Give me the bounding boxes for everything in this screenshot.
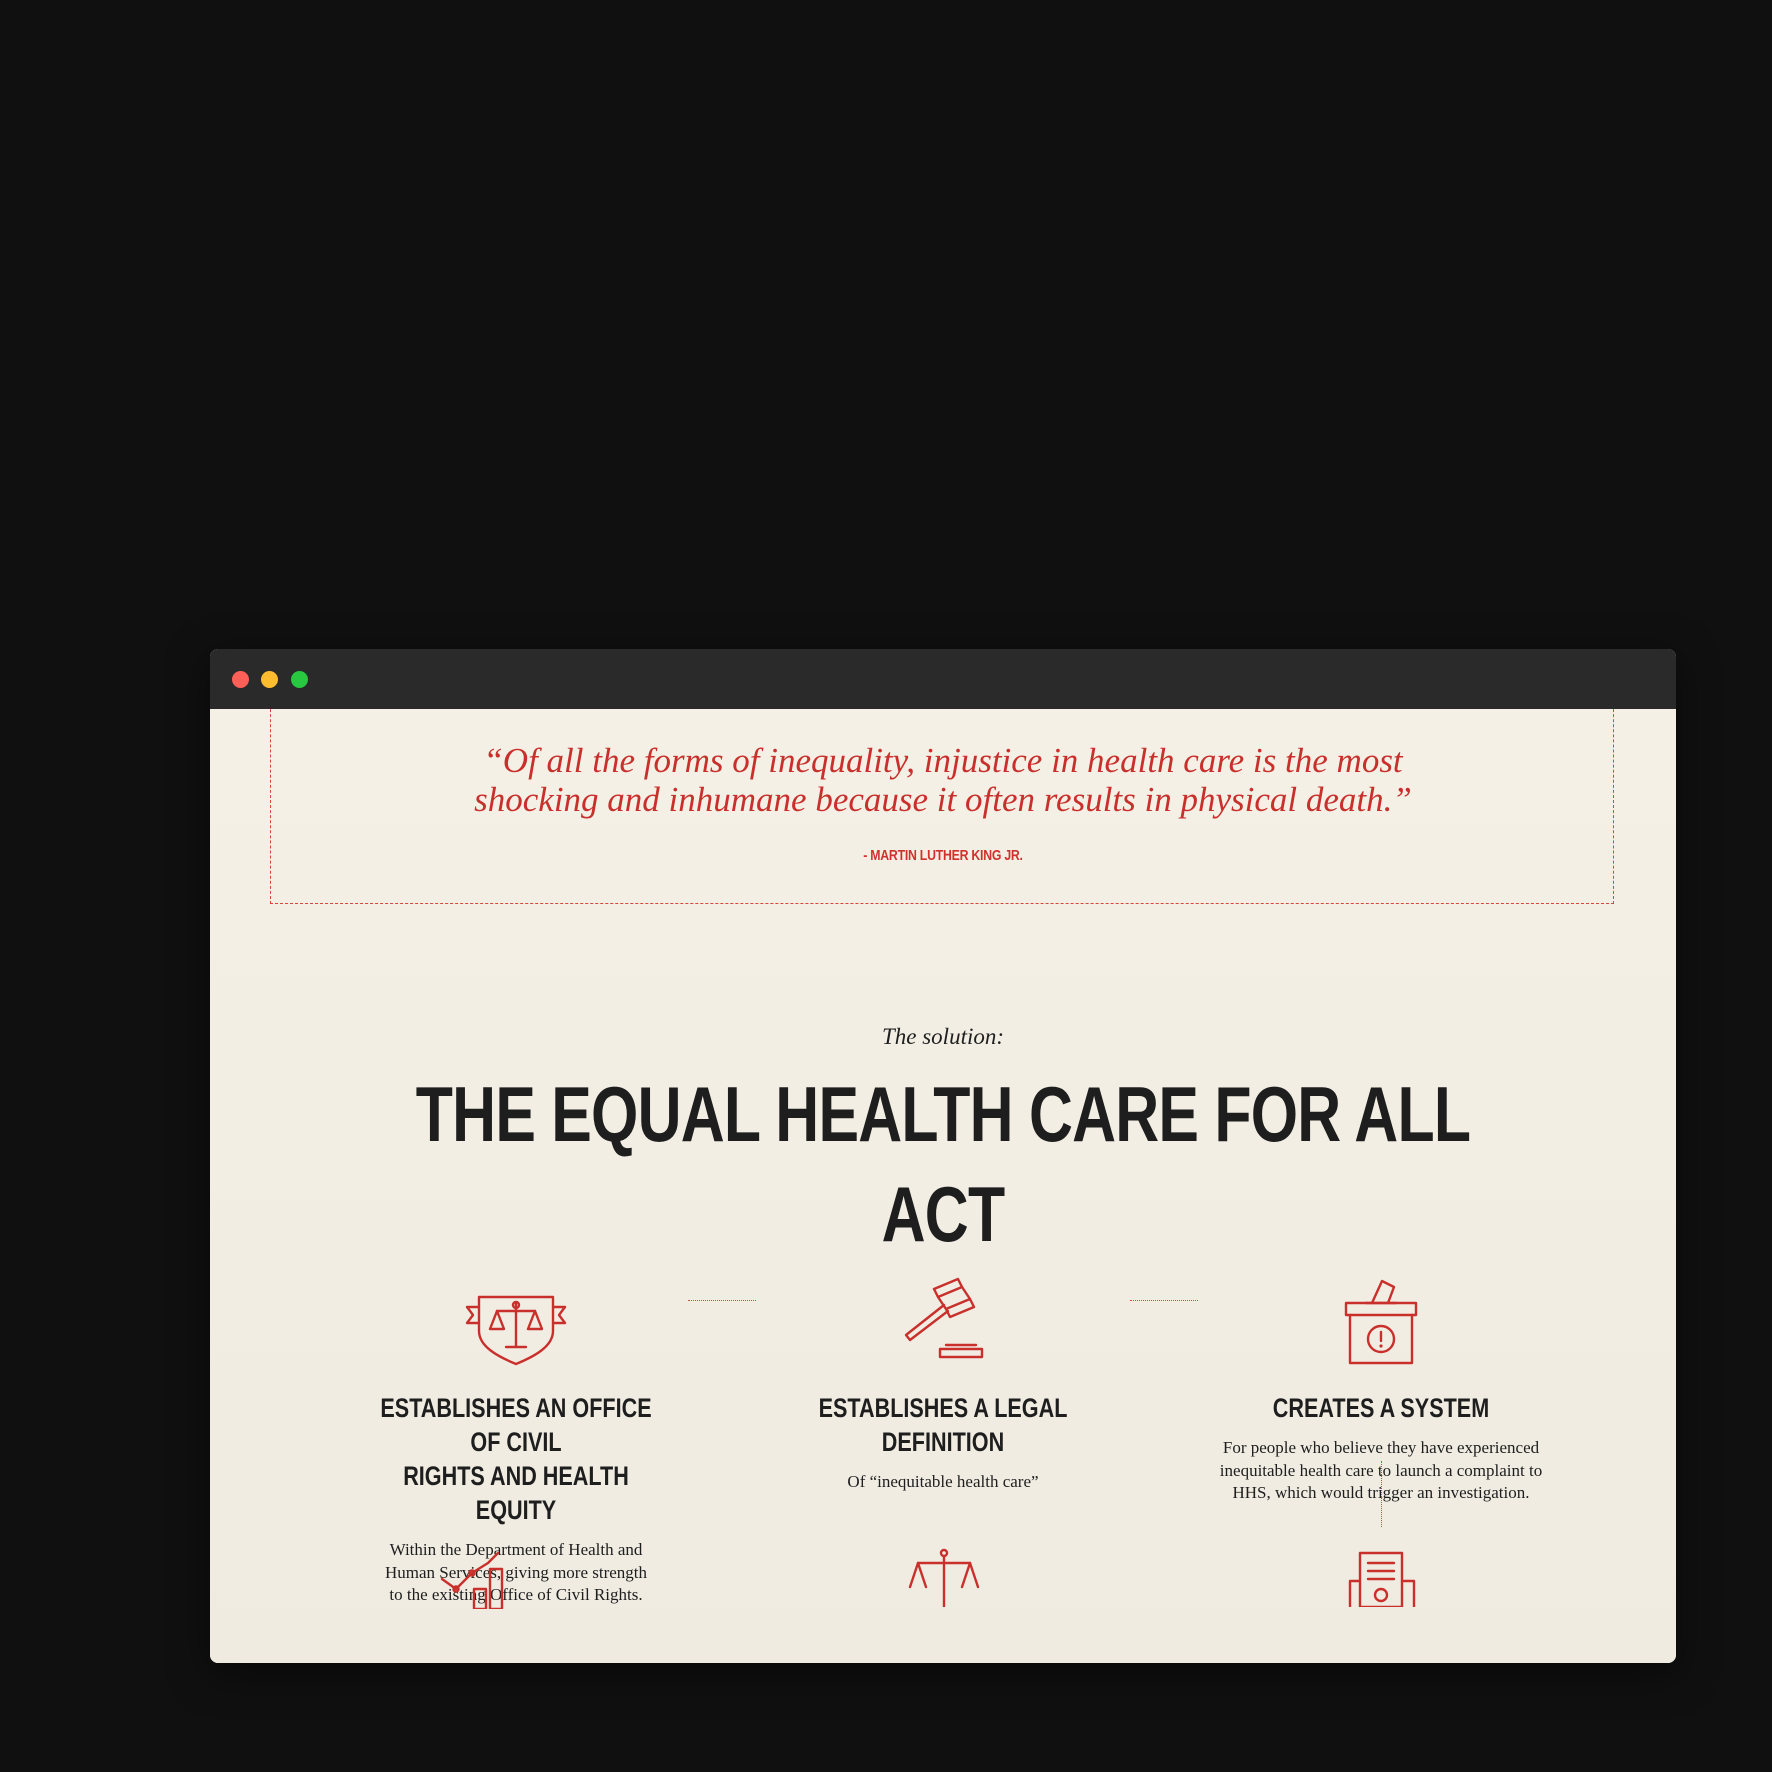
feature-description: For people who believe they have experienced inequitable health care to launch a complaint to HHS, which would trigger an investigation. [1219, 1438, 1543, 1502]
page-title: THE EQUAL HEALTH CARE FOR ALL ACT [415, 1070, 1471, 1258]
feature-description: Of “inequitable health care” [847, 1472, 1039, 1491]
quote-line-1: “Of all the forms of inequality, injustice in health care is the most [483, 741, 1403, 780]
connector-line [688, 1300, 756, 1301]
feature-title: ESTABLISHES A LEGAL DEFINITION [818, 1393, 1068, 1457]
gavel-icon [888, 1269, 998, 1369]
browser-window [210, 649, 1676, 1663]
chart-trend-icon [436, 1549, 516, 1609]
maximize-window-button[interactable] [291, 671, 308, 688]
feature-legal-definition [763, 1269, 1123, 1494]
quote-text [210, 741, 1676, 819]
minimize-window-button[interactable] [261, 671, 278, 688]
feature-office-civil-rights [336, 1269, 696, 1607]
feature-description: Within the Department of Health and Human Services, giving more strength to the existing Office of Civil Rights. [384, 1540, 648, 1604]
window-titlebar [210, 649, 1676, 709]
section-eyebrow: The solution: [881, 1024, 1005, 1049]
page-content[interactable] [210, 709, 1676, 1663]
scales-icon [904, 1547, 984, 1607]
feature-title: ESTABLISHES AN OFFICE OF CIVIL RIGHTS AND HEALTH EQUITY [380, 1393, 652, 1525]
document-seal-icon [1342, 1547, 1422, 1607]
connector-line [1130, 1300, 1198, 1301]
ballot-box-alert-icon [1326, 1269, 1436, 1369]
feature-title: CREATES A SYSTEM [1272, 1393, 1490, 1423]
close-window-button[interactable] [232, 671, 249, 688]
quote-line-2: shocking and inhumane because it often results in physical death.” [474, 780, 1412, 819]
scales-shield-icon [461, 1269, 571, 1369]
connector-line-vertical [1381, 1461, 1382, 1527]
quote-attribution: - MARTIN LUTHER KING JR. [863, 847, 1023, 864]
